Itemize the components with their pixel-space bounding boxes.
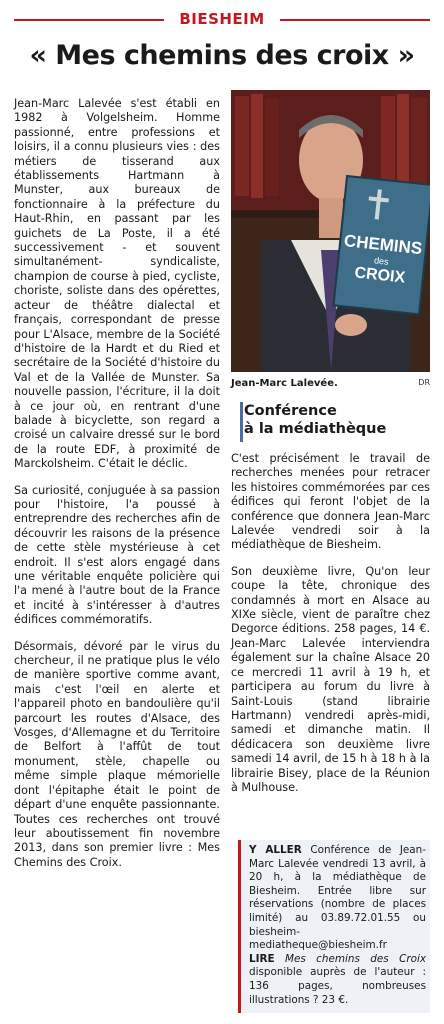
y-aller-label: Y ALLER [249,844,302,856]
book-title-3: CROIX [353,264,406,287]
article-body-left [14,97,220,882]
book-title-1: CHEMINS [343,231,424,259]
subhead-line-1: Conférence [244,403,337,419]
lire-label: LIRE [249,952,275,965]
author-photo [231,90,430,372]
hand [335,314,367,336]
paragraph-1: Jean-Marc Lalevée s'est établi en 1982 à Volgelsheim. Homme passionné, entre professions et loisirs, il a connu plusieurs vies : des métiers de tisserand aux établissements Hartmann à Munster, aux bureaux de fonctionnaire à la préfecture du Haut-Rhin, en passant par les guichets de La Poste, il a été successivement - et souvent simultanément- syndicaliste, champion de course à pied, cycliste, choriste, soliste dans des opérettes, acteur de théâtre dialectal et français, correspondant de presse pour L'Alsace, membre de la Société d'histoire de la Hardt et du Ried et secrétaire de la Société d'histoire du Val et de la Vallée de Munster. Sa nouvelle passion, l'écriture, il la doit à ce jour où, en rentrant d'une balade à bicyclette, son regard a croisé un calvaire dressé sur le bord de la route EDF, à proximité de Marckolsheim. C'était le déclic. [14,97,220,471]
paragraph-2: Sa curiosité, conjuguée à sa passion pour l'histoire, l'a poussé à entreprendre des recherches afin de découvrir les raisons de la présence de cette stèle mystérieuse à cet endroit. Il s'est alors engagé dans une véritable enquête policière qui l'a mené à l'autre bout de la France et incité à s'intéresser à d'autres édifices commémoratifs. [14,483,220,627]
photo-caption [231,378,430,389]
y-aller-block [249,844,426,953]
caption-name: Jean-Marc Lalevée. [231,378,338,389]
lire-block [249,953,426,1007]
practical-info-box [238,840,430,1013]
subhead [244,402,386,438]
lire-title: Mes chemins des Croix [285,952,426,965]
author-photo-illustration [231,90,430,372]
paragraph-3: Désormais, dévoré par le virus du chercheur, il ne pratique plus le vélo de manière sportive comme avant, mais c'est l'œil en alerte et l'appareil photo en bandoulière qu'il parcourt les routes d'Alsace, des Vosges, d'Allemagne et du Territoire de Belfort à l'affût de tout monument, stèle, chapelle ou même simple plaque mémorielle dont l'épitaphe était le point de départ d'une enquête passionnante. Toutes ces recherches ont trouvé leur aboutissement fin novembre 2013, dans son premier livre : Mes Chemins des Croix. [14,639,220,869]
book-cover [333,176,430,314]
book-title-2: des [373,255,390,267]
y-aller-text: Conférence de Jean-Marc Lalevée vendredi 13 avril, à 20 h, à la médiathèque de Biesheim. Entrée libre sur réservations (nombre de places limité) au 03.89.72.01.55 ou biesheim-mediatheque@biesheim.fr [249,844,426,952]
photo-credit: DR [418,378,430,387]
lire-text: disponible auprès de l'auteur : 136 pages, nombreuses illustrations ? 23 €. [249,966,426,1006]
section-kicker: BIESHEIM [179,10,265,28]
article-body-right [231,452,430,807]
article-headline: « Mes chemins des croix » [29,40,415,71]
subhead-line-2: à la médiathèque [244,421,387,437]
paragraph-5: Son deuxième livre, Qu'on leur coupe la tête, chronique des condamnés à mort en Alsace au XIXe siècle, vient de paraître chez Degorce éditions. 258 pages, 14 €. Jean-Marc Lalevée interviendra également sur la chaîne Alsace 20 ce mercredi 11 avril à 19 h, et participera au forum du livre à Saint-Louis (stand librairie Hartmann) vendredi après-midi, samedi et dimanche matin. Il dédicacera son deuxième livre samedi 14 avril, de 15 h à 18 h à la librairie Bisey, place de la Réunion à Mulhouse. [231,564,430,794]
paragraph-4: C'est précisément le travail de recherches menées pour retracer les histoires commémorées par ces édifices qui feront l'objet de la conférence que donnera Jean-Marc Lalevée vendredi soir à la médiathèque de Biesheim. [231,452,430,552]
subhead-bar [240,402,243,442]
